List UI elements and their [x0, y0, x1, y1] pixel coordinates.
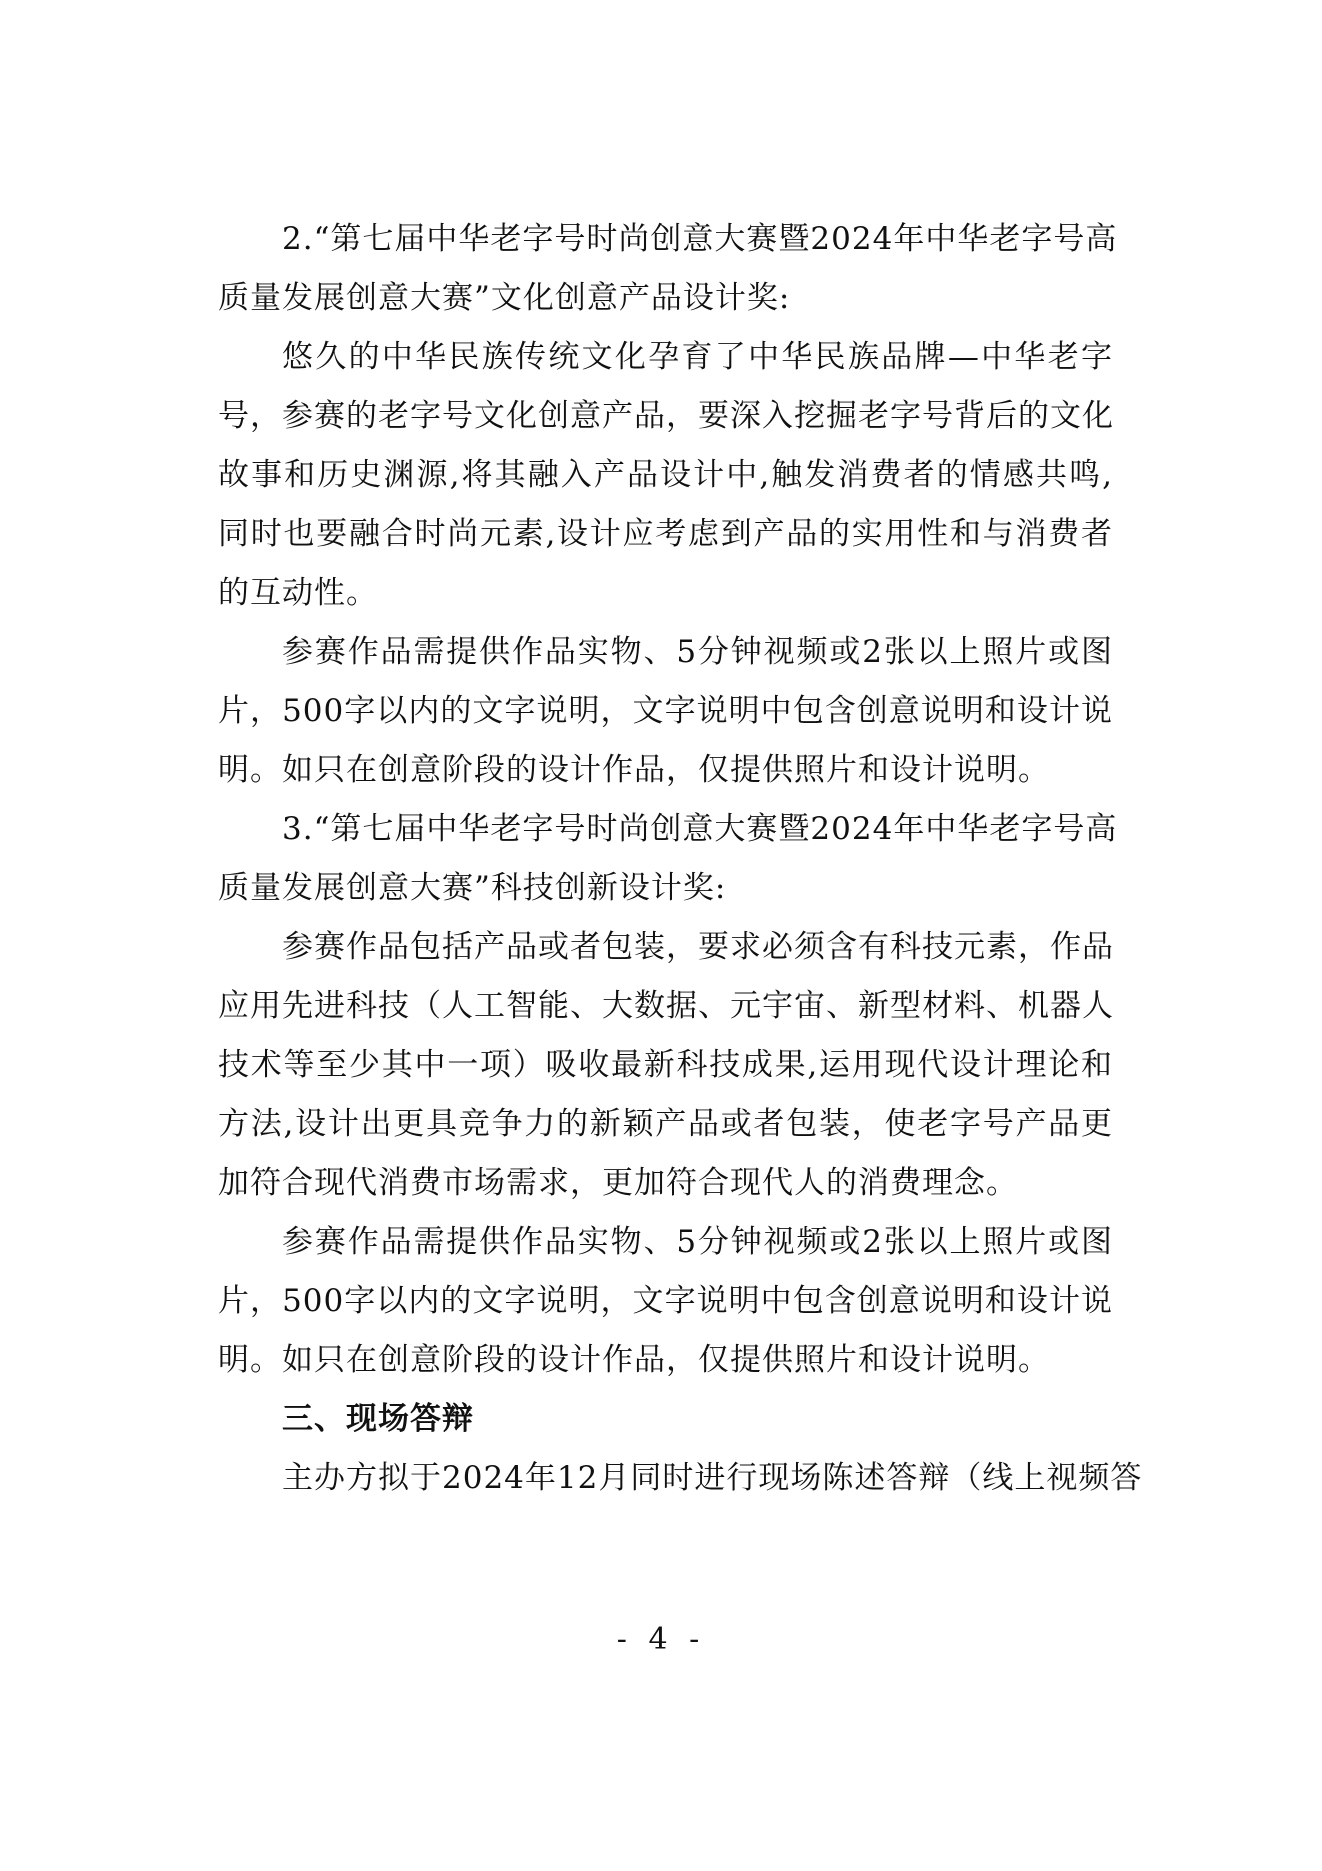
section-3-title-line-1: 3.“第七届中华老字号时尚创意大赛暨2024年中华老字号高: [282, 811, 1118, 847]
section-2-paragraph-1-line-4: 同时也要融合时尚元素,设计应考虑到产品的实用性和与消费者: [218, 516, 1113, 552]
section-3-paragraph-1-line-1: 参赛作品包括产品或者包装，要求必须含有科技元素，作品: [282, 929, 1114, 965]
section-3-paragraph-2-line-2: 片，500字以内的文字说明，文字说明中包含创意说明和设计说: [218, 1283, 1113, 1319]
section-2-paragraph-1-line-3: 故事和历史渊源,将其融入产品设计中,触发消费者的情感共鸣,: [218, 457, 1113, 493]
section-3-paragraph-1-line-2: 应用先进科技（人工智能、大数据、元宇宙、新型材料、机器人: [218, 988, 1114, 1024]
section-2-title-line-1: 2.“第七届中华老字号时尚创意大赛暨2024年中华老字号高: [282, 221, 1118, 257]
section-3-paragraph-2-line-3: 明。如只在创意阶段的设计作品，仅提供照片和设计说明。: [218, 1342, 1050, 1378]
page-number: - 4 -: [616, 1622, 706, 1657]
section-3-paragraph-1-line-4: 方法,设计出更具竞争力的新颖产品或者包装，使老字号产品更: [218, 1106, 1113, 1142]
section-3-paragraph-1-line-5: 加符合现代消费市场需求，更加符合现代人的消费理念。: [218, 1165, 1018, 1201]
section-2-paragraph-2-line-2: 片，500字以内的文字说明，文字说明中包含创意说明和设计说: [218, 693, 1113, 729]
part-3-heading: 三、现场答辩: [282, 1401, 474, 1437]
section-2-paragraph-1-line-2: 号，参赛的老字号文化创意产品，要深入挖掘老字号背后的文化: [218, 398, 1114, 434]
section-3-paragraph-1-line-3: 技术等至少其中一项）吸收最新科技成果,运用现代设计理论和: [218, 1047, 1113, 1083]
section-3-title-line-2: 质量发展创意大赛”科技创新设计奖:: [218, 870, 727, 906]
section-2-paragraph-2-line-3: 明。如只在创意阶段的设计作品，仅提供照片和设计说明。: [218, 752, 1050, 788]
section-2-paragraph-2-line-1: 参赛作品需提供作品实物、5分钟视频或2张以上照片或图: [282, 634, 1113, 670]
section-2-paragraph-1-line-1: 悠久的中华民族传统文化孕育了中华民族品牌—中华老字: [282, 339, 1113, 375]
document-body: [218, 210, 1143, 1508]
section-2-paragraph-1-line-5: 的互动性。: [218, 575, 378, 611]
part-3-paragraph-line-1: 主办方拟于2024年12月同时进行现场陈述答辩（线上视频答: [282, 1460, 1143, 1496]
section-2-title-line-2: 质量发展创意大赛”文化创意产品设计奖:: [218, 280, 791, 316]
section-3-paragraph-2-line-1: 参赛作品需提供作品实物、5分钟视频或2张以上照片或图: [282, 1224, 1113, 1260]
